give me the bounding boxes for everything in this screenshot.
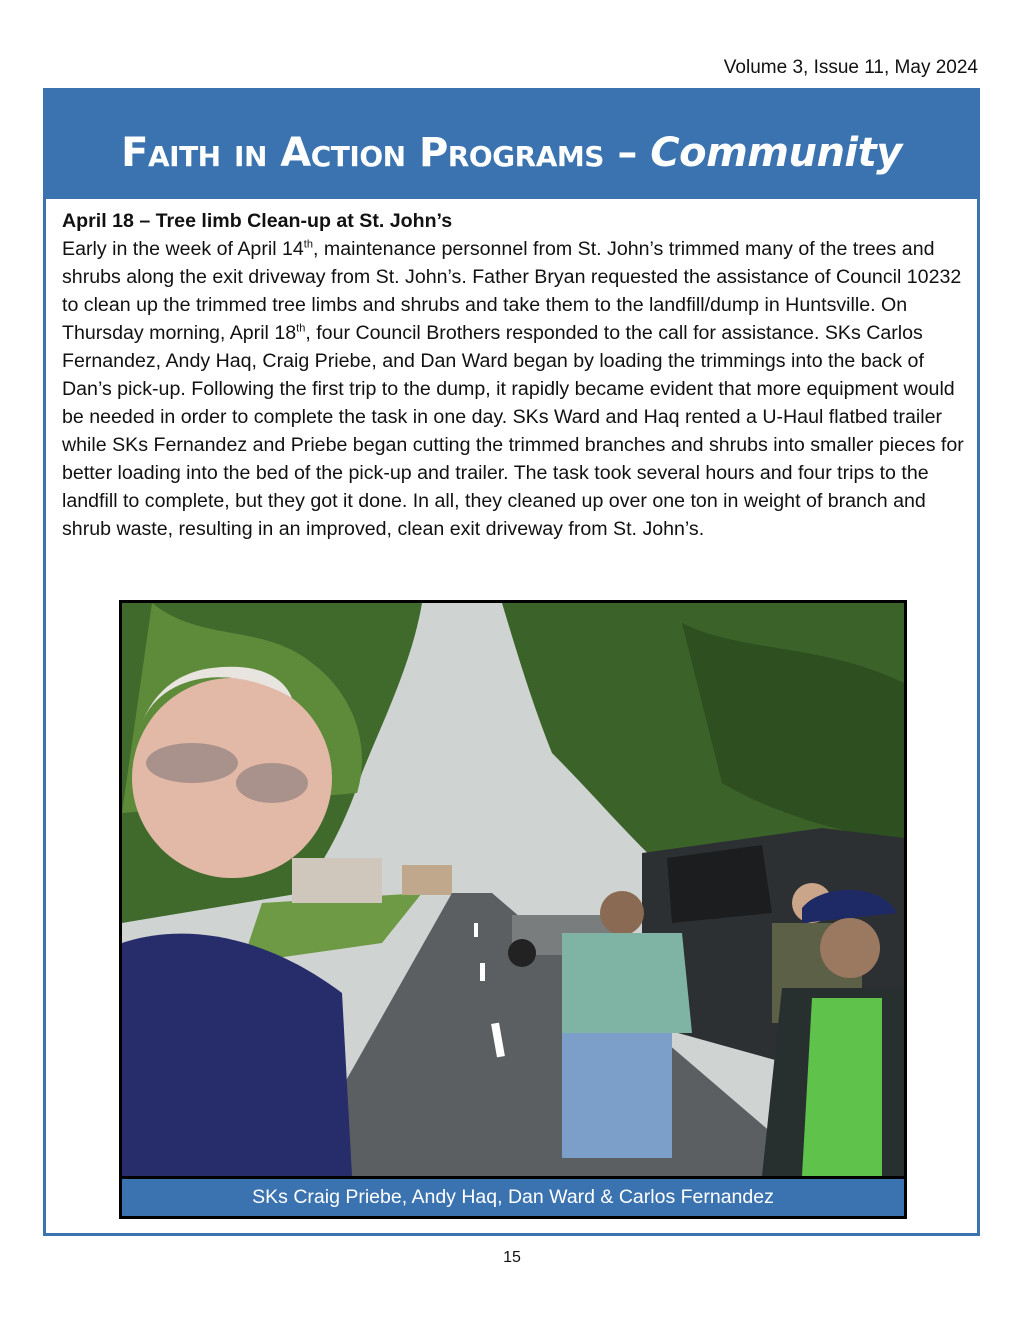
photo-illustration: [122, 603, 904, 1176]
title-emphasis: Community: [650, 130, 902, 176]
article-body: [62, 235, 967, 543]
page-title: [121, 114, 902, 176]
article: [62, 207, 967, 543]
group-photo: [122, 603, 904, 1176]
ordinal-suffix: th: [296, 322, 306, 335]
photo-caption: SKs Craig Priebe, Andy Haq, Dan Ward & Carlos Fernandez: [252, 1186, 774, 1208]
section-header: [46, 91, 977, 199]
article-body-part3: , four Council Brothers responded to the call for assistance. SKs Carlos Fernandez, Andy Haq, Craig Priebe, and Dan Ward began by loading the trimmings into the back of Dan’s pick-up. Following the first trip to the dump, it rapidly became evident that more equipment would be needed in order to complete the task in one day. SKs Ward and Haq rented a U-Haul flatbed trailer while SKs Fernandez and Priebe began cutting the trimmed branches and shrubs into smaller pieces for better loading into the bed of the pick-up and trailer. The task took several hours and four trips to the landfill to complete, but they got it done. In all, they cleaned up over one ton in weight of branch and shrub waste, resulting in an improved, clean exit driveway from St. John’s.: [62, 322, 964, 540]
photo-caption-bar: [122, 1179, 904, 1216]
ordinal-suffix: th: [303, 238, 313, 251]
article-body-part1: Early in the week of April 14: [62, 238, 304, 260]
article-heading: April 18 – Tree limb Clean-up at St. John’s: [62, 210, 453, 232]
page-number: 15: [503, 1249, 521, 1266]
title-main: Faith in Action Programs –: [121, 130, 651, 176]
issue-line: Volume 3, Issue 11, May 2024: [723, 57, 978, 78]
photo-frame: [119, 600, 907, 1219]
article-body-part2: , maintenance personnel from St. John’s trimmed many of the trees and shrubs along the exit driveway from St. John’s. Father Bryan requested the assistance of Council 10232 to clean up the trimmed tree limbs and shrubs and take them to the landfill/dump in Huntsville. On Thursday morning, April 18: [62, 238, 962, 344]
